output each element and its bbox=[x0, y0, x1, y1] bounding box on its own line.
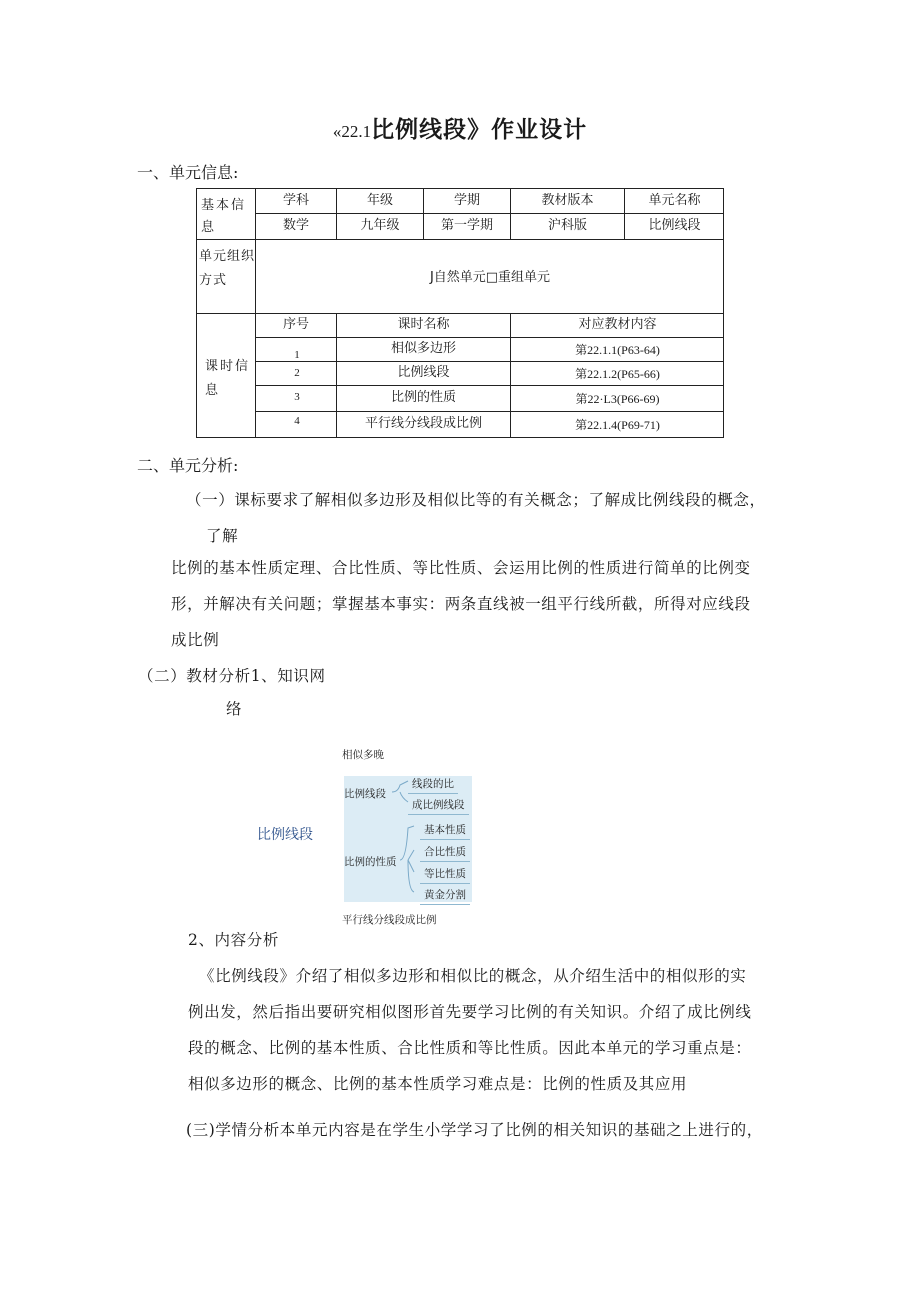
header-textbook: 教材版本 bbox=[541, 193, 594, 208]
lesson-content: 第22·L3(P66-69) bbox=[575, 392, 660, 406]
curriculum-line-3: 比例的基本性质定理、合比性质、等比性质、会运用比例的性质进行简单的比例变 bbox=[171, 559, 751, 577]
network-leaf: 黄金分割 bbox=[424, 889, 466, 901]
network-bottom-node: 平行线分线段成比例 bbox=[342, 914, 437, 926]
textbook-analysis-line-1: （二）教材分析1、知识网 bbox=[138, 667, 326, 685]
title-main: 比例线段》作业设计 bbox=[371, 117, 588, 143]
lesson-header-content: 对应教材内容 bbox=[578, 317, 657, 332]
table-rule bbox=[256, 411, 724, 412]
lesson-content: 第22.1.1(P63-64) bbox=[575, 343, 660, 357]
title-prefix: «22.1 bbox=[332, 122, 372, 141]
org-label: 单元组织方式 bbox=[199, 249, 256, 288]
value-semester: 第一学期 bbox=[440, 218, 493, 233]
network-branch-ratio-properties: 比例的性质 bbox=[344, 856, 397, 868]
lesson-info-label: 课时信息 bbox=[205, 359, 251, 398]
learner-analysis-line-1: (三)学情分析本单元内容是在学生小学学习了比例的相关知识的基础之上进行的， bbox=[186, 1121, 763, 1139]
connector-branch-1 bbox=[392, 781, 408, 802]
table-rule bbox=[197, 239, 724, 240]
content-analysis-line-1: 《比例线段》介绍了相似多边形和相似比的概念，从介绍生活中的相似形的实 bbox=[199, 967, 747, 985]
curriculum-line-2: 了解 bbox=[206, 527, 239, 545]
curriculum-line-4: 形，并解决有关问题；掌握基本事实：两条直线被一组平行线所截，所得对应线段 bbox=[171, 595, 751, 613]
lesson-content: 第22.1.4(P69-71) bbox=[575, 418, 660, 432]
header-subject: 学科 bbox=[282, 193, 309, 208]
document-title bbox=[0, 111, 920, 144]
lesson-content: 第22.1.2(P65-66) bbox=[575, 367, 660, 381]
lesson-header-name: 课时名称 bbox=[397, 317, 450, 332]
connector-branch-2 bbox=[400, 826, 414, 892]
table-rule bbox=[197, 313, 724, 314]
content-analysis-heading: 2、内容分析 bbox=[188, 931, 279, 949]
content-analysis-line-3: 段的概念、比例的基本性质、合比性质和等比性质。因此本单元的学习重点是： bbox=[188, 1039, 752, 1057]
value-grade: 九年级 bbox=[360, 218, 400, 233]
org-value: J自然单元□重组单元 bbox=[429, 270, 551, 285]
textbook-analysis-line-2: 络 bbox=[226, 700, 243, 718]
lesson-no: 4 bbox=[294, 415, 300, 427]
basic-info-label: 基本信息 bbox=[201, 198, 247, 235]
header-semester: 学期 bbox=[453, 193, 480, 208]
value-unit-name: 比例线段 bbox=[648, 218, 701, 233]
section-heading-unit-info: 一、单元信息: bbox=[137, 163, 239, 182]
header-unit-name: 单元名称 bbox=[648, 193, 701, 208]
lesson-no: 3 bbox=[294, 391, 300, 403]
network-root-node: 比例线段 bbox=[257, 827, 313, 843]
network-leaf: 合比性质 bbox=[424, 846, 466, 858]
network-leaf: 成比例线段 bbox=[412, 799, 465, 811]
table-rule bbox=[256, 337, 724, 338]
unit-info-table bbox=[196, 188, 724, 438]
curriculum-line-5: 成比例 bbox=[171, 631, 220, 649]
lesson-no: 1 bbox=[294, 349, 300, 361]
network-leaf: 等比性质 bbox=[424, 868, 466, 880]
value-subject: 数学 bbox=[282, 218, 309, 233]
lesson-no: 2 bbox=[294, 367, 300, 379]
header-grade: 年级 bbox=[366, 193, 393, 208]
network-branch-ratio-segments: 比例线段 bbox=[344, 788, 386, 800]
knowledge-network-diagram bbox=[240, 740, 480, 930]
lesson-name: 平行线分线段成比例 bbox=[364, 416, 482, 431]
network-leaf: 线段的比 bbox=[412, 778, 454, 790]
table-rule bbox=[256, 361, 724, 362]
content-analysis-line-2: 例出发，然后指出要研究相似图形首先要学习比例的有关知识。介绍了成比例线 bbox=[188, 1003, 752, 1021]
network-leaf: 基本性质 bbox=[424, 824, 466, 836]
content-analysis-line-4: 相似多边形的概念、比例的基本性质学习难点是：比例的性质及其应用 bbox=[188, 1075, 688, 1093]
curriculum-line-1: （一）课标要求了解相似多边形及相似比等的有关概念；了解成比例线段的概念， bbox=[186, 491, 766, 509]
lesson-header-no: 序号 bbox=[282, 317, 309, 332]
lesson-name: 比例线段 bbox=[397, 365, 450, 380]
table-rule bbox=[256, 385, 724, 386]
section-heading-unit-analysis: 二、单元分析: bbox=[137, 456, 239, 475]
network-top-node: 相似多晚 bbox=[342, 749, 384, 761]
value-textbook: 沪科版 bbox=[547, 218, 587, 233]
lesson-name: 比例的性质 bbox=[390, 390, 456, 405]
lesson-name: 相似多边形 bbox=[390, 341, 456, 356]
table-rule bbox=[256, 213, 724, 214]
